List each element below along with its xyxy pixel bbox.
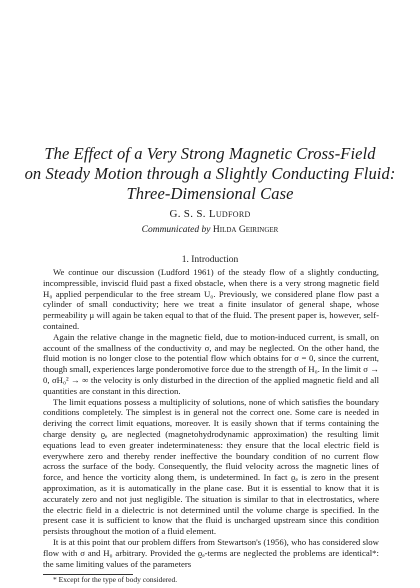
paper-title bbox=[0, 144, 420, 204]
paragraph-1: We continue our discussion (Ludford 1961) of the steady flow of a slightly conducting, incompressible, inviscid fluid past a fixed obstacle, when there is a very strong magnetic field H₀ applied perpendicular to the free stream U₀. Previously, we considered plane flow past a cylinder of small conductivity; here we treat a finite insulator of general shape, whose permeability μ will again be taken equal to that of the fluid. The present paper is, however, self-contained. bbox=[43, 267, 379, 331]
footnote: * Except for the type of body considered. bbox=[53, 575, 178, 584]
communicated-by bbox=[0, 225, 420, 235]
paragraph-4: It is at this point that our problem differs from Stewartson's (1956), who has considered slow flow with σ and H₀ arbitrary. Provided the ϱₑ-terms are neglected the problems are identical*: the same limiting values of the parameters bbox=[43, 536, 379, 569]
communicated-prefix: Communicated by bbox=[141, 225, 211, 235]
section-heading: 1. Introduction bbox=[181, 255, 239, 265]
paragraph-2: Again the relative change in the magnetic field, due to motion-induced current, is small, on account of the smallness of the conductivity σ, and may be neglected. On the other hand, the fluid motion is no longer close to the potential flow which obtains for σ = 0, since the current, though small, experiences large ponderomotive force due to the strength of H₀. In the limit σ → 0, σH₀² → ∞ the velocity is only disturbed in the direction of the applied magnetic field and all quantities are constant in this direction. bbox=[43, 331, 379, 396]
author-name: G. S. S. Ludford bbox=[169, 208, 251, 220]
communicator-name: Hilda Geiringer bbox=[212, 225, 279, 235]
title-line-1: The Effect of a Very Strong Magnetic Cross-Field bbox=[44, 144, 376, 163]
body-text bbox=[43, 267, 379, 569]
title-line-3: Three-Dimensional Case bbox=[126, 184, 294, 203]
paragraph-3: The limit equations possess a multiplicity of solutions, none of which satisfies the boundary conditions completely. The simplest is in general not the correct one. Some care is needed in deriving the correct limit equations, moreover. It is easily shown that if terms containing the charge density ϱₑ are neglected (magnetohydrodynamic approximation) the resulting limit equations lead to even greater indeterminateness: they ensure that the local electric field is everywhere zero and thereby render ineffective the boundary condition of no current flow across the surface of the body. Consequently, the fluid velocity across the magnetic lines of force, and hence the vorticity along them, is undetermined. In fact ϱₑ is zero in the present approximation, as it is automatically in the plane case. But it is essential to know that it is accurately zero and not just negligible. The situation is similar to that in electrostatics, where the electric field in a dielectric is not determined until the volume charge is specified. In the present case it is sufficient to know that the fluid is uncharged upstream since this condition persists throughout the motion of a fluid element. bbox=[43, 396, 379, 537]
title-line-2: on Steady Motion through a Slightly Conducting Fluid: bbox=[24, 164, 396, 183]
